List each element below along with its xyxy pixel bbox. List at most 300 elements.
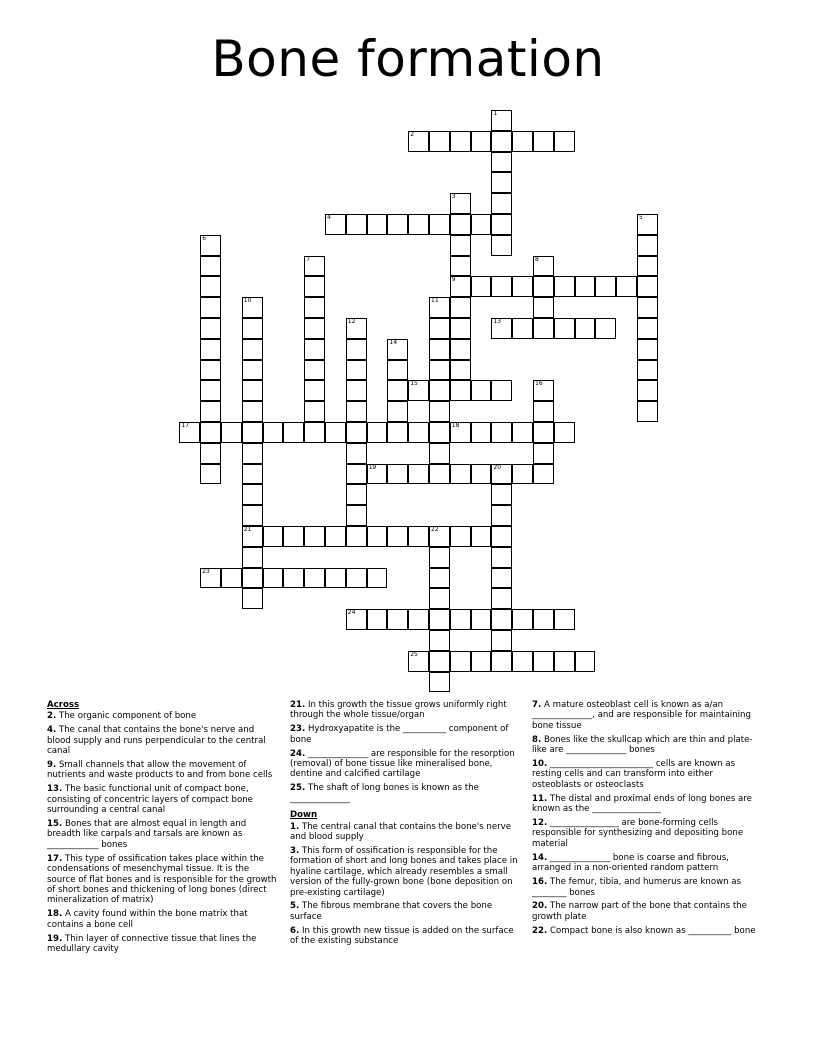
grid-cell[interactable] [554,276,575,297]
grid-cell[interactable] [367,464,388,485]
grid-cell[interactable] [554,318,575,339]
cell-number: 17 [181,422,190,429]
clue-text: ______________ bone is coarse and fibrous, arranged in a non-oriented random pattern [532,852,729,874]
grid-cell[interactable] [346,464,367,485]
grid-cell[interactable] [637,256,658,277]
grid-cell[interactable] [263,526,284,547]
clue-number: 20. [532,901,548,912]
grid-cell[interactable] [450,464,471,485]
clue-across [47,784,279,815]
grid-cell[interactable] [450,131,471,152]
grid-cell[interactable] [554,609,575,630]
grid-cell[interactable] [450,526,471,547]
cell-number: 18 [451,422,460,429]
grid-cell[interactable] [491,464,512,485]
grid-cell[interactable] [637,360,658,381]
clue-text: Thin layer of connective tissue that lines the medullary cavity [47,933,257,955]
grid-cell[interactable] [200,380,221,401]
clue-text: The fibrous membrane that covers the bone surface [290,901,493,922]
grid-cell[interactable] [491,276,512,297]
cell-number: 16 [535,380,543,388]
grid-cell[interactable] [429,464,450,485]
grid-cell[interactable] [408,422,429,443]
clue-number: 11. [532,793,548,804]
grid-cell[interactable] [429,214,450,235]
grid-cell[interactable] [533,297,554,318]
grid-cell[interactable] [408,380,429,401]
grid-cell[interactable] [637,339,658,360]
grid-cell[interactable] [450,422,471,443]
clue-number: 23. [290,724,306,735]
grid-cell[interactable] [512,651,533,672]
clue-number: 6. [290,925,300,936]
grid-cell[interactable] [429,401,450,422]
clue-text: In this growth new tissue is added on the surface of the existing substance [290,925,514,947]
grid-cell[interactable] [491,318,512,339]
clue-down [532,853,764,874]
clue-down [532,700,764,731]
grid-cell[interactable] [200,276,221,297]
grid-cell[interactable] [512,276,533,297]
grid-cell[interactable] [304,422,325,443]
grid-cell[interactable] [346,526,367,547]
clues-column-1 [47,700,279,958]
grid-cell[interactable] [242,588,263,609]
grid-cell[interactable] [512,318,533,339]
clue-number: 22. [532,925,548,936]
grid-cell[interactable] [200,235,221,256]
grid-cell[interactable] [616,276,637,297]
clue-number: 15. [47,819,63,830]
cell-number: 2 [410,130,415,138]
clue-across [47,854,279,906]
grid-cell[interactable] [346,484,367,505]
grid-cell[interactable] [450,214,471,235]
grid-cell[interactable] [346,401,367,422]
clue-across [47,934,279,955]
grid-cell[interactable] [491,630,512,651]
grid-cell[interactable] [554,131,575,152]
grid-cell[interactable] [367,568,388,589]
clue-text: Bones like the skullcap which are thin and plate-like are ______________ bones [532,734,753,756]
grid-cell[interactable] [637,318,658,339]
grid-cell[interactable] [304,360,325,381]
grid-cell[interactable] [429,422,450,443]
grid-cell[interactable] [325,568,346,589]
grid-cell[interactable] [637,276,658,297]
clue-down [532,877,764,898]
grid-cell[interactable] [491,505,512,526]
clue-down [532,794,764,815]
clue-number: 3. [290,845,300,856]
grid-cell[interactable] [221,568,242,589]
clue-text: ________________ are bone-forming cells responsible for synthesizing and depositing bone material [532,818,744,849]
grid-cell[interactable] [200,360,221,381]
grid-cell[interactable] [491,484,512,505]
cell-number: 23 [202,567,210,575]
cell-number: 8 [535,255,539,263]
grid-cell[interactable] [491,110,512,131]
grid-cell[interactable] [533,401,554,422]
clue-number: 18. [47,909,63,920]
grid-cell[interactable] [387,360,408,381]
grid-cell[interactable] [408,214,429,235]
grid-cell[interactable] [387,339,408,360]
grid-cell[interactable] [242,443,263,464]
grid-cell[interactable] [242,484,263,505]
clue-number: 10. [532,759,548,770]
grid-cell[interactable] [283,526,304,547]
grid-cell[interactable] [387,464,408,485]
grid-cell[interactable] [471,276,492,297]
grid-cell[interactable] [471,609,492,630]
grid-cell[interactable] [387,380,408,401]
clue-across [47,711,279,721]
grid-cell[interactable] [242,360,263,381]
clue-number: 12. [532,818,548,829]
grid-cell[interactable] [575,651,596,672]
grid-cell[interactable] [429,651,450,672]
clues-column-2 [290,700,522,950]
grid-cell[interactable] [533,131,554,152]
grid-cell[interactable] [346,422,367,443]
grid-cell[interactable] [387,609,408,630]
grid-cell[interactable] [595,318,616,339]
grid-cell[interactable] [304,276,325,297]
grid-cell[interactable] [450,339,471,360]
grid-cell[interactable] [429,568,450,589]
grid-cell[interactable] [471,651,492,672]
clue-number: 9. [47,760,57,771]
grid-cell[interactable] [387,214,408,235]
grid-cell[interactable] [637,401,658,422]
grid-cell[interactable] [429,380,450,401]
grid-cell[interactable] [637,297,658,318]
grid-cell[interactable] [637,380,658,401]
clue-text: The distal and proximal ends of long bones are known as the ________________ [532,793,752,815]
grid-cell[interactable] [429,630,450,651]
grid-cell[interactable] [242,339,263,360]
grid-cell[interactable] [595,276,616,297]
clue-text: This type of ossification takes place within the condensations of mesenchymal tissue. It is the source of flat bones and is responsible for the growth of short bones and thickening of long bones (direct mineralization of matrix) [47,853,277,906]
grid-cell[interactable] [346,214,367,235]
clue-across [47,725,279,756]
grid-cell[interactable] [346,360,367,381]
grid-cell[interactable] [491,193,512,214]
clue-across [290,724,522,745]
clue-text: This form of ossification is responsible for the formation of short and long bones and takes place in hyaline cartilage, which already resembles a small version of the fully-grown bone (bone deposition on pre-existing cartilage) [290,845,518,898]
clue-text: The shaft of long bones is known as the ______________ [290,783,479,804]
clue-number: 8. [532,734,542,745]
grid-cell[interactable] [304,401,325,422]
grid-cell[interactable] [429,131,450,152]
grid-cell[interactable] [429,526,450,547]
clue-number: 2. [47,711,57,722]
grid-cell[interactable] [637,214,658,235]
clue-text: The narrow part of the bone that contains the growth plate [532,901,747,922]
grid-cell[interactable] [533,651,554,672]
grid-cell[interactable] [242,505,263,526]
grid-cell[interactable] [429,443,450,464]
clue-text: In this growth the tissue grows uniformly right through the whole tissue/organ [290,700,507,721]
clue-number: 19. [47,933,63,944]
grid-cell[interactable] [346,568,367,589]
grid-cell[interactable] [367,214,388,235]
grid-cell[interactable] [221,422,242,443]
grid-cell[interactable] [554,422,575,443]
grid-cell[interactable] [242,318,263,339]
clue-text: The organic component of bone [56,711,197,722]
grid-cell[interactable] [283,568,304,589]
grid-cell[interactable] [429,588,450,609]
grid-cell[interactable] [450,609,471,630]
clue-across [47,909,279,930]
cell-number: 20 [493,463,502,471]
clue-across [47,819,279,850]
grid-cell[interactable] [429,547,450,568]
clue-down [532,901,764,922]
grid-cell[interactable] [387,422,408,443]
cell-number: 24 [347,609,356,617]
grid-cell[interactable] [408,526,429,547]
grid-cell[interactable] [512,422,533,443]
clue-number: 16. [532,877,548,888]
grid-cell[interactable] [450,380,471,401]
clue-across [47,760,279,781]
grid-cell[interactable] [450,256,471,277]
grid-cell[interactable] [263,568,284,589]
grid-cell[interactable] [491,214,512,235]
cell-number: 3 [451,193,456,201]
grid-cell[interactable] [304,256,325,277]
grid-cell[interactable] [242,464,263,485]
grid-cell[interactable] [242,380,263,401]
clue-text: Bones that are almost equal in length and breadth like carpals and tarsals are known as ____________ bones [47,819,247,850]
clue-text: Compact bone is also known as __________ bone [547,925,756,936]
clue-text: ________________________ cells are known as resting cells and can transform into either osteoblasts or osteoclasts [532,759,736,790]
clue-text: The canal that contains the bone's nerve and blood supply and runs perpendicular to the central canal [47,725,266,757]
clue-down [290,901,522,922]
clue-number: 14. [532,852,548,863]
across-heading: Across [47,700,80,710]
grid-cell[interactable] [304,380,325,401]
grid-cell[interactable] [200,401,221,422]
grid-cell[interactable] [533,422,554,443]
grid-cell[interactable] [304,568,325,589]
grid-cell[interactable] [450,276,471,297]
grid-cell[interactable] [200,422,221,443]
cell-number: 14 [389,338,398,346]
cell-number: 22 [431,526,439,533]
grid-cell[interactable] [491,609,512,630]
grid-cell[interactable] [283,422,304,443]
clue-text: A cavity found within the bone matrix that contains a bone cell [47,909,248,930]
grid-cell[interactable] [491,588,512,609]
grid-cell[interactable] [491,651,512,672]
grid-cell[interactable] [533,256,554,277]
grid-cell[interactable] [429,297,450,318]
grid-cell[interactable] [491,172,512,193]
grid-cell[interactable] [554,651,575,672]
grid-cell[interactable] [429,609,450,630]
cell-number: 10 [243,297,252,305]
grid-cell[interactable] [200,568,221,589]
cell-number: 5 [639,214,643,221]
grid-cell[interactable] [429,360,450,381]
grid-cell[interactable] [367,526,388,547]
grid-cell[interactable] [346,443,367,464]
grid-cell[interactable] [512,609,533,630]
grid-cell[interactable] [200,443,221,464]
grid-cell[interactable] [491,568,512,589]
clue-down [290,926,522,947]
cell-number: 25 [410,650,418,658]
grid-cell[interactable] [367,609,388,630]
grid-cell[interactable] [408,651,429,672]
grid-cell[interactable] [491,526,512,547]
grid-cell[interactable] [179,422,200,443]
grid-cell[interactable] [450,318,471,339]
puzzle-title: Bone formation [211,30,605,88]
grid-cell[interactable] [471,380,492,401]
grid-cell[interactable] [304,526,325,547]
clue-down [532,926,764,936]
clue-text: Small channels that allow the movement of nutrients and waste products to and from bone cells [47,760,273,781]
clue-number: 5. [290,901,300,912]
grid-cell[interactable] [533,443,554,464]
grid-cell[interactable] [533,276,554,297]
grid-cell[interactable] [304,318,325,339]
cell-number: 9 [451,276,456,284]
grid-cell[interactable] [575,318,596,339]
grid-cell[interactable] [491,235,512,256]
grid-cell[interactable] [471,131,492,152]
clue-across [290,700,522,721]
grid-cell[interactable] [471,214,492,235]
grid-cell[interactable] [450,235,471,256]
cell-number: 1 [493,110,498,117]
grid-cell[interactable] [533,380,554,401]
grid-cell[interactable] [242,297,263,318]
grid-cell[interactable] [242,568,263,589]
grid-cell[interactable] [325,422,346,443]
grid-cell[interactable] [408,131,429,152]
grid-cell[interactable] [471,526,492,547]
grid-cell[interactable] [346,339,367,360]
grid-cell[interactable] [450,651,471,672]
grid-cell[interactable] [242,526,263,547]
clue-across [290,749,522,780]
clue-text: The central canal that contains the bone's nerve and blood supply [290,821,512,842]
grid-cell[interactable] [200,464,221,485]
grid-cell[interactable] [533,609,554,630]
grid-cell[interactable] [450,360,471,381]
grid-cell[interactable] [471,464,492,485]
grid-cell[interactable] [429,672,450,693]
grid-cell[interactable] [242,547,263,568]
grid-cell[interactable] [387,526,408,547]
grid-cell[interactable] [637,235,658,256]
clue-down [290,822,522,843]
grid-cell[interactable] [263,422,284,443]
grid-cell[interactable] [491,152,512,173]
grid-cell[interactable] [533,318,554,339]
cell-number: 19 [368,463,377,471]
grid-cell[interactable] [387,401,408,422]
grid-cell[interactable] [491,380,512,401]
cell-number: 11 [431,297,439,305]
clue-across [290,783,522,804]
grid-cell[interactable] [491,131,512,152]
grid-cell[interactable] [471,422,492,443]
clue-number: 13. [47,784,63,795]
grid-cell[interactable] [512,131,533,152]
clue-number: 24. [290,748,306,759]
grid-cell[interactable] [450,193,471,214]
cell-number: 13 [493,318,502,325]
grid-cell[interactable] [429,318,450,339]
grid-cell[interactable] [450,297,471,318]
clue-down [532,759,764,790]
clue-number: 21. [290,700,306,710]
grid-cell[interactable] [242,422,263,443]
grid-cell[interactable] [408,464,429,485]
cell-number: 7 [306,255,311,263]
clue-text: The femur, tibia, and humerus are known as ________ bones [532,877,742,898]
clue-down [532,818,764,849]
grid-cell[interactable] [346,505,367,526]
cell-number: 6 [202,234,207,242]
grid-cell[interactable] [200,256,221,277]
cell-number: 12 [347,318,356,325]
grid-cell[interactable] [304,297,325,318]
grid-cell[interactable] [200,318,221,339]
grid-cell[interactable] [429,339,450,360]
grid-cell[interactable] [325,526,346,547]
grid-cell[interactable] [491,547,512,568]
grid-cell[interactable] [533,464,554,485]
grid-cell[interactable] [325,214,346,235]
clues-column-3 [532,700,764,940]
clue-number: 1. [290,821,300,832]
cell-number: 21 [243,526,252,533]
clue-text: The basic functional unit of compact bone, consisting of concentric layers of compact bone surrounding a central canal [47,784,253,816]
clue-number: 25. [290,783,306,794]
clue-text: A mature osteoblast cell is known as a/an ______________, and are responsible for maintaining bone tissue [532,700,751,731]
grid-cell[interactable] [491,422,512,443]
clue-down [532,735,764,756]
cell-number: 15 [410,380,418,388]
grid-cell[interactable] [408,609,429,630]
grid-cell[interactable] [346,318,367,339]
clue-number: 17. [47,853,63,864]
grid-cell[interactable] [200,339,221,360]
down-heading: Down [290,810,318,821]
grid-cell[interactable] [346,609,367,630]
grid-cell[interactable] [242,401,263,422]
clue-number: 7. [532,700,542,710]
clue-number: 4. [47,725,57,736]
clue-text: Hydroxyapatite is the __________ component of bone [290,724,509,745]
clue-down [290,846,522,898]
grid-cell[interactable] [346,380,367,401]
grid-cell[interactable] [200,297,221,318]
clue-text: ______________ are responsible for the resorption (removal) of bone tissue like mineralised bone, dentine and calcified cartilage [290,748,515,780]
grid-cell[interactable] [575,276,596,297]
grid-cell[interactable] [304,339,325,360]
grid-cell[interactable] [367,422,388,443]
grid-cell[interactable] [512,464,533,485]
